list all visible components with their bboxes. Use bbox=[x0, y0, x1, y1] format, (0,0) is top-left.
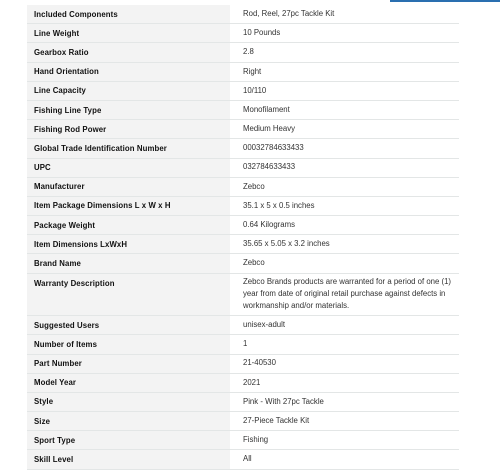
spec-label: Size bbox=[27, 412, 230, 431]
spec-value: unisex-adult bbox=[230, 316, 459, 335]
spec-label: Sport Type bbox=[27, 431, 230, 450]
spec-value: 27-Piece Tackle Kit bbox=[230, 412, 459, 431]
spec-row bbox=[27, 196, 459, 215]
spec-row bbox=[27, 100, 459, 119]
spec-value: 2.8 bbox=[230, 43, 459, 62]
spec-row bbox=[27, 450, 459, 469]
spec-label: Model Year bbox=[27, 373, 230, 392]
spec-row bbox=[27, 24, 459, 43]
spec-value: 00032784633433 bbox=[230, 139, 459, 158]
spec-row bbox=[27, 81, 459, 100]
spec-label: Included Components bbox=[27, 5, 230, 24]
spec-row bbox=[27, 373, 459, 392]
spec-value: 10/110 bbox=[230, 81, 459, 100]
spec-row bbox=[27, 431, 459, 450]
spec-label: Item Dimensions LxWxH bbox=[27, 235, 230, 254]
spec-label: Global Trade Identification Number bbox=[27, 139, 230, 158]
spec-value: 35.65 x 5.05 x 3.2 inches bbox=[230, 235, 459, 254]
spec-row bbox=[27, 216, 459, 235]
spec-row bbox=[27, 254, 459, 273]
spec-label: Gearbox Ratio bbox=[27, 43, 230, 62]
spec-row bbox=[27, 43, 459, 62]
spec-label: Manufacturer bbox=[27, 177, 230, 196]
spec-label: UPC bbox=[27, 158, 230, 177]
spec-label: Hand Orientation bbox=[27, 62, 230, 81]
spec-row bbox=[27, 335, 459, 354]
top-accent-bar bbox=[390, 0, 500, 2]
spec-value: 0.64 Kilograms bbox=[230, 216, 459, 235]
spec-label: Fishing Line Type bbox=[27, 100, 230, 119]
spec-label: Item Package Dimensions L x W x H bbox=[27, 196, 230, 215]
spec-value: Rod, Reel, 27pc Tackle Kit bbox=[230, 5, 459, 24]
spec-value: 032784633433 bbox=[230, 158, 459, 177]
spec-label: Style bbox=[27, 392, 230, 411]
spec-value: Right bbox=[230, 62, 459, 81]
spec-row bbox=[27, 354, 459, 373]
spec-row bbox=[27, 273, 459, 316]
spec-label: Line Weight bbox=[27, 24, 230, 43]
product-specs-table bbox=[27, 5, 459, 470]
spec-label: Line Capacity bbox=[27, 81, 230, 100]
spec-label: Suggested Users bbox=[27, 316, 230, 335]
spec-row bbox=[27, 235, 459, 254]
spec-row bbox=[27, 5, 459, 24]
spec-value: Zebco bbox=[230, 177, 459, 196]
spec-label: Skill Level bbox=[27, 450, 230, 469]
spec-value: 2021 bbox=[230, 373, 459, 392]
spec-value: 35.1 x 5 x 0.5 inches bbox=[230, 196, 459, 215]
spec-value: 21-40530 bbox=[230, 354, 459, 373]
spec-label: Part Number bbox=[27, 354, 230, 373]
spec-value: Pink - With 27pc Tackle bbox=[230, 392, 459, 411]
spec-row bbox=[27, 316, 459, 335]
spec-row bbox=[27, 62, 459, 81]
specs-table-body bbox=[27, 5, 459, 469]
spec-label: Brand Name bbox=[27, 254, 230, 273]
spec-value: All bbox=[230, 450, 459, 469]
spec-row bbox=[27, 120, 459, 139]
spec-label: Warranty Description bbox=[27, 273, 230, 316]
spec-row bbox=[27, 158, 459, 177]
spec-row bbox=[27, 177, 459, 196]
spec-label: Number of Items bbox=[27, 335, 230, 354]
spec-row bbox=[27, 412, 459, 431]
spec-value: Monofilament bbox=[230, 100, 459, 119]
spec-label: Package Weight bbox=[27, 216, 230, 235]
spec-value: Zebco bbox=[230, 254, 459, 273]
spec-value: 1 bbox=[230, 335, 459, 354]
spec-value: Medium Heavy bbox=[230, 120, 459, 139]
spec-label: Fishing Rod Power bbox=[27, 120, 230, 139]
spec-value: Zebco Brands products are warranted for a period of one (1) year from date of original retail purchase against defects in workmanship and/or materials. bbox=[230, 273, 459, 316]
spec-value: Fishing bbox=[230, 431, 459, 450]
spec-value: 10 Pounds bbox=[230, 24, 459, 43]
spec-row bbox=[27, 392, 459, 411]
spec-row bbox=[27, 139, 459, 158]
